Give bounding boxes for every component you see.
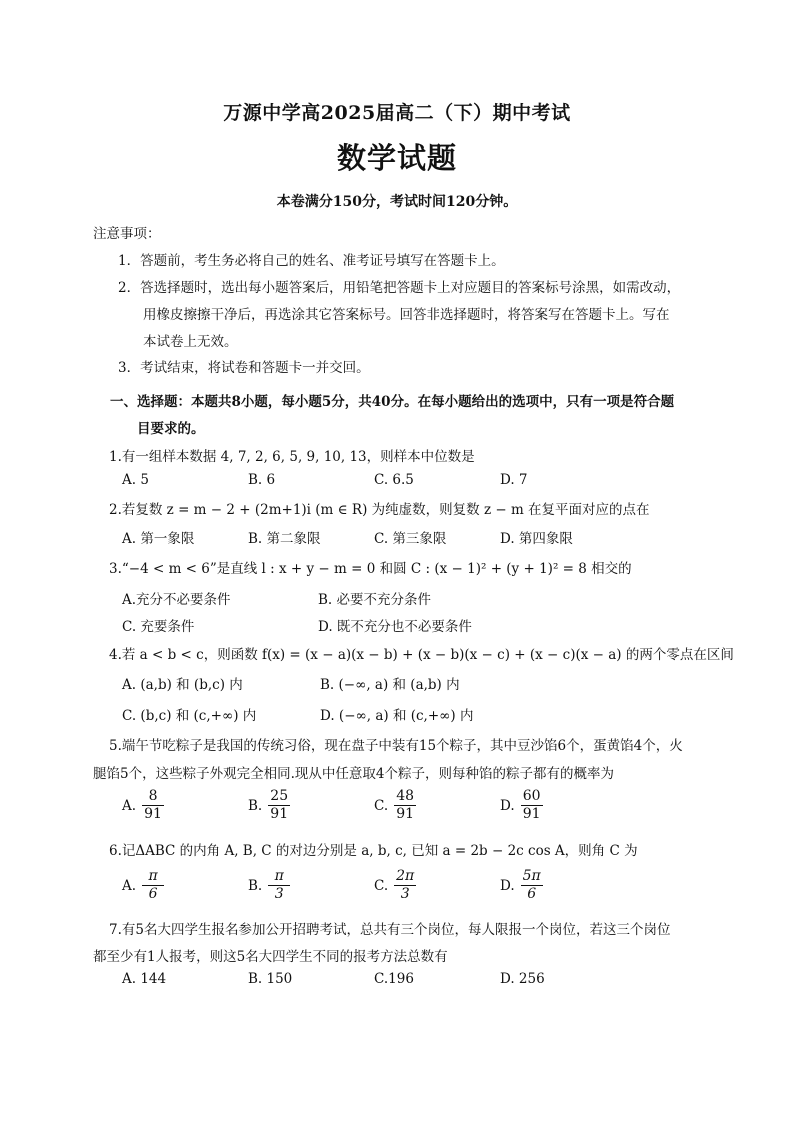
q7-option-a: A. 144 — [122, 971, 167, 987]
q5-option-b-fraction — [268, 788, 290, 823]
numerator: 2π — [396, 868, 415, 884]
q2-option-d: D. 第四象限 — [500, 531, 573, 547]
q6-option-b-fraction — [268, 868, 290, 903]
q2-option-a: A. 第一象限 — [122, 531, 195, 547]
notes-title: 注意事项： — [93, 226, 161, 242]
q5-option-a — [122, 788, 164, 823]
question-7-stem: 7.有5名大四学生报名参加公开招聘考试，总共有三个岗位，每人限报一个岗位，若这三个岗位 — [109, 922, 671, 938]
denominator: 91 — [144, 806, 162, 822]
q5-option-c — [374, 788, 416, 823]
q5-option-c-fraction — [394, 788, 416, 823]
q5-option-a-fraction — [142, 788, 164, 823]
q3-option-a: A.充分不必要条件 — [122, 592, 231, 608]
section-heading-cont: 目要求的。 — [137, 421, 205, 437]
numerator: 8 — [142, 788, 164, 806]
q7-option-b: B. 150 — [248, 971, 293, 987]
q2-option-b: B. 第二象限 — [248, 531, 321, 547]
denominator: 91 — [522, 806, 541, 822]
q6-option-c — [374, 868, 416, 903]
numerator: 48 — [394, 788, 416, 806]
question-2-stem: 2.若复数 z = m − 2 + (2m+1)i (m ∈ R) 为纯虚数，则复数 z − m 在复平面对应的点在 — [109, 502, 650, 518]
q1-option-a: A. 5 — [122, 472, 149, 488]
question-3-stem: 3.“−4 < m < 6”是直线 l : x + y − m = 0 和圆 C : (x − 1)² + (y + 1)² = 8 相交的 — [109, 561, 632, 577]
q5-option-b-label: B. — [248, 797, 263, 814]
q1-option-d: D. 7 — [500, 472, 528, 488]
denominator: 91 — [396, 806, 415, 822]
q5-option-c-label: C. — [374, 797, 389, 814]
q1-option-c: C. 6.5 — [374, 472, 414, 488]
q2-option-c: C. 第三象限 — [374, 531, 447, 547]
question-5-stem: 5.端午节吃粽子是我国的传统习俗，现在盘子中装有15个粽子，其中豆沙馅6个，蛋黄馅4个，火 — [109, 738, 683, 754]
q6-option-b — [248, 868, 290, 903]
section-heading: 一、选择题：本题共8小题，每小题5分，共40分。在每小题给出的选项中，只有一项是符合题 — [110, 394, 675, 410]
denominator: 6 — [148, 886, 158, 902]
note-item-3: 3．考试结束，将试卷和答题卡一并交回。 — [118, 360, 370, 376]
numerator: 25 — [268, 788, 290, 806]
question-6-stem: 6.记ΔABC 的内角 A, B, C 的对边分别是 a, b, c, 已知 a = 2b − 2c cos A，则角 C 为 — [109, 843, 638, 859]
school-title: 万源中学高2025届高二（下）期中考试 — [223, 102, 571, 124]
q6-option-c-fraction — [394, 868, 416, 903]
numerator: π — [268, 868, 290, 886]
note-item-2-cont2: 本试卷上无效。 — [143, 334, 238, 350]
q6-option-d — [500, 868, 543, 903]
q7-option-d: D. 256 — [500, 971, 545, 987]
denominator: 6 — [527, 886, 537, 902]
q6-option-c-label: C. — [374, 877, 389, 894]
numerator: 60 — [521, 788, 543, 806]
q6-option-a-fraction — [142, 868, 164, 903]
q6-option-d-label: D. — [500, 877, 515, 894]
q3-option-c: C. 充要条件 — [122, 619, 195, 635]
q5-option-d — [500, 788, 543, 823]
exam-info: 本卷满分150分，考试时间120分钟。 — [276, 194, 518, 210]
q3-option-d: D. 既不充分也不必要条件 — [318, 619, 472, 635]
question-5-stem-cont: 腿馅5个，这些粽子外观完全相同.现从中任意取4个粽子，则每种馅的粽子都有的概率为 — [93, 766, 614, 782]
question-4-stem: 4.若 a < b < c，则函数 f(x) = (x − a)(x − b) + (x − b)(x − c) + (x − c)(x − a) 的两个零点在区间 — [109, 647, 734, 663]
q4-option-d: D. (−∞, a) 和 (c,+∞) 内 — [320, 708, 474, 724]
q5-option-d-fraction — [521, 788, 543, 823]
q6-option-a — [122, 868, 164, 903]
q5-option-d-label: D. — [500, 797, 515, 814]
numerator: π — [142, 868, 164, 886]
q6-option-d-fraction — [521, 868, 543, 903]
question-7-stem-cont: 都至少有1人报考，则这5名大四学生不同的报考方法总数有 — [93, 949, 448, 965]
q6-option-a-label: A. — [122, 877, 137, 894]
note-item-2-cont: 用橡皮擦擦干净后，再选涂其它答案标号。回答非选择题时，将答案写在答题卡上。写在 — [143, 307, 670, 323]
q1-option-b: B. 6 — [248, 472, 276, 488]
numerator: 5π — [522, 868, 541, 884]
q5-option-b — [248, 788, 290, 823]
q4-option-b: B. (−∞, a) 和 (a,b) 内 — [320, 677, 460, 693]
q7-option-c: C.196 — [374, 971, 414, 987]
question-1-stem: 1.有一组样本数据 4, 7, 2, 6, 5, 9, 10, 13，则样本中位数是 — [109, 449, 475, 465]
q4-option-a: A. (a,b) 和 (b,c) 内 — [122, 677, 243, 693]
q3-option-b: B. 必要不充分条件 — [318, 592, 432, 608]
note-item-2: 2．答选择题时，选出每小题答案后，用铅笔把答题卡上对应题目的答案标号涂黑，如需改动， — [118, 280, 681, 296]
denominator: 91 — [270, 806, 289, 822]
q4-option-c: C. (b,c) 和 (c,+∞) 内 — [122, 708, 257, 724]
q6-option-b-label: B. — [248, 877, 263, 894]
q5-option-a-label: A. — [122, 797, 137, 814]
denominator: 3 — [274, 886, 284, 902]
subject-title: 数学试题 — [336, 141, 457, 175]
note-item-1: 1．答题前，考生务必将自己的姓名、准考证号填写在答题卡上。 — [118, 253, 505, 269]
denominator: 3 — [400, 886, 410, 902]
